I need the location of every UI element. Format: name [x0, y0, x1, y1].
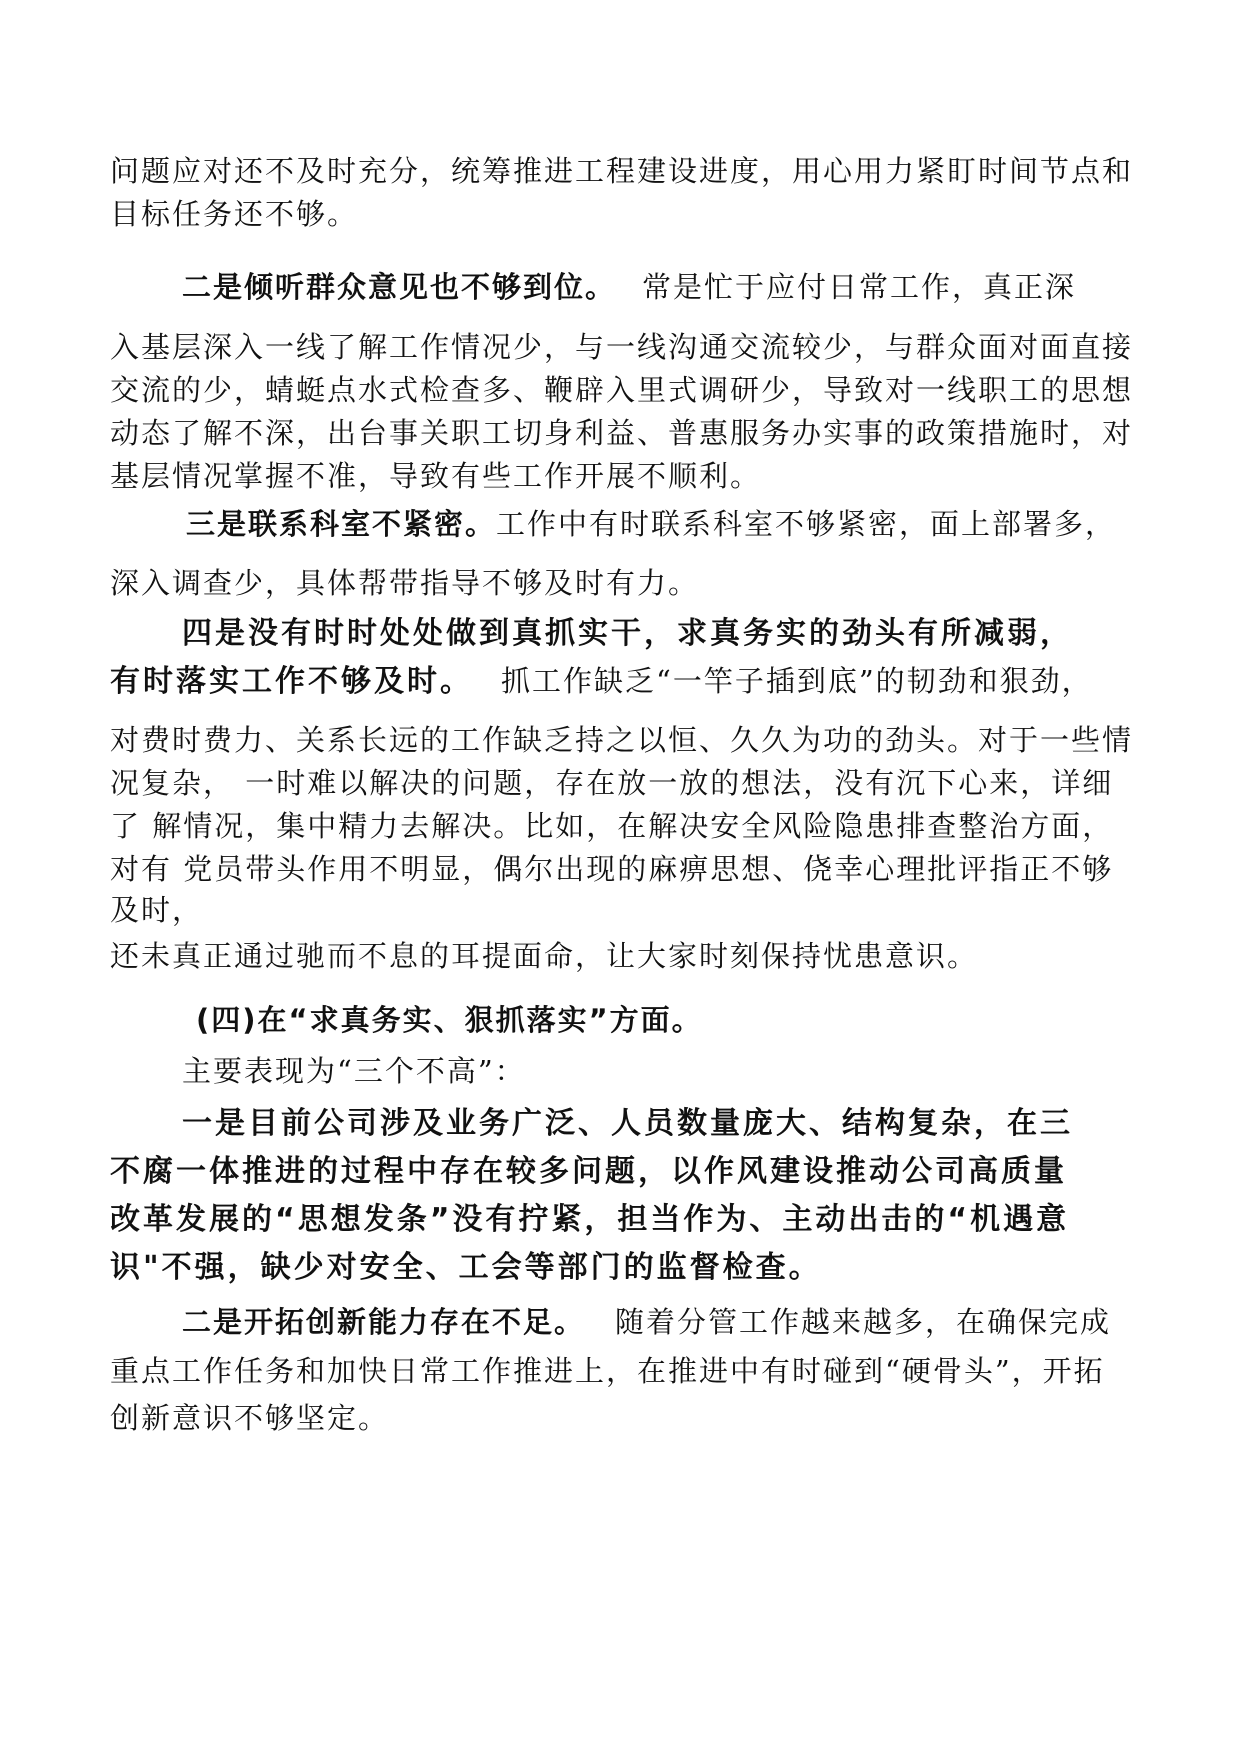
- body-text: 工作中有时联系科室不够紧密，面上部署多，: [496, 507, 1117, 541]
- body-text-line: 还未真正通过驰而不息的耳提面命，让大家时刻保持忧患意识。: [110, 939, 979, 973]
- point-heading-line: 改革发展的“思想发条”没有拧紧，担当作为、主动出击的“机遇意: [110, 1202, 1070, 1237]
- body-text: 抓工作缺乏“一竿子插到底”的韧劲和狠劲，: [501, 664, 1093, 698]
- point-heading: 有时落实工作不够及时。: [110, 664, 473, 699]
- section-heading: (四)在“求真务实、狠抓落实”方面。: [196, 1003, 703, 1037]
- body-text-line: 对费时费力、关系长远的工作缺乏持之以恒、久久为功的劲头。对于一些情: [110, 723, 1134, 757]
- point-heading: 二是开拓创新能力存在不足。: [182, 1305, 586, 1339]
- point-heading-line: 一是目前公司涉及业务广泛、人员数量庞大、结构复杂，在三: [182, 1106, 1073, 1141]
- body-text-line: 入基层深入一线了解工作情况少，与一线沟通交流较少，与群众面对面直接: [110, 330, 1134, 364]
- point-heading: 二是倾听群众意见也不够到位。: [182, 270, 617, 304]
- point-heading: 三是联系科室不紧密。: [186, 507, 497, 541]
- body-text-line: 主要表现为“三个不高”：: [182, 1054, 526, 1088]
- body-text-line: 对有 党员带头作用不明显，偶尔出现的麻痹思想、侥幸心理批评指正不够: [110, 852, 1114, 886]
- body-text-line: 及时，: [110, 893, 204, 927]
- point-heading-line: 识"不强，缺少对安全、工会等部门的监督检查。: [110, 1250, 822, 1285]
- body-text: 随着分管工作越来越多，在确保完成: [615, 1305, 1112, 1339]
- body-text-line: 深入调查少，具体帮带指导不够及时有力。: [110, 566, 700, 600]
- point-heading-line: 不腐一体推进的过程中存在较多问题，以作风建设推动公司高质量: [110, 1154, 1067, 1189]
- paragraph-line: [110, 660, 1093, 703]
- body-text-line: 交流的少，蜻蜓点水式检查多、鞭辟入里式调研少，导致对一线职工的思想: [110, 373, 1134, 407]
- body-text-line: 创新意识不够坚定。: [110, 1401, 390, 1435]
- paragraph-line: [186, 503, 1116, 545]
- body-text-line: 动态了解不深，出台事关职工切身利益、普惠服务办实事的政策措施时，对: [110, 416, 1134, 450]
- paragraph-line: [182, 1301, 1111, 1343]
- body-text-line: 问题应对还不及时充分，统筹推进工程建设进度，用心用力紧盯时间节点和: [110, 154, 1134, 188]
- body-text: 常是忙于应付日常工作，真正深: [642, 270, 1077, 304]
- body-text-line: 基层情况掌握不准，导致有些工作开展不顺利。: [110, 459, 762, 493]
- point-heading-line: 四是没有时时处处做到真抓实干，求真务实的劲头有所减弱，: [182, 616, 1073, 651]
- body-text-line: 况复杂， 一时难以解决的问题，存在放一放的想法，没有沉下心来，详细: [110, 766, 1114, 800]
- paragraph-line: [182, 266, 1076, 308]
- body-text-line: 目标任务还不够。: [110, 197, 359, 231]
- body-text-line: 重点工作任务和加快日常工作推进上，在推进中有时碰到“硬骨头”，开拓: [110, 1354, 1105, 1388]
- body-text-line: 了 解情况，集中精力去解决。比如，在解决安全风险隐患排查整治方面，: [110, 809, 1114, 843]
